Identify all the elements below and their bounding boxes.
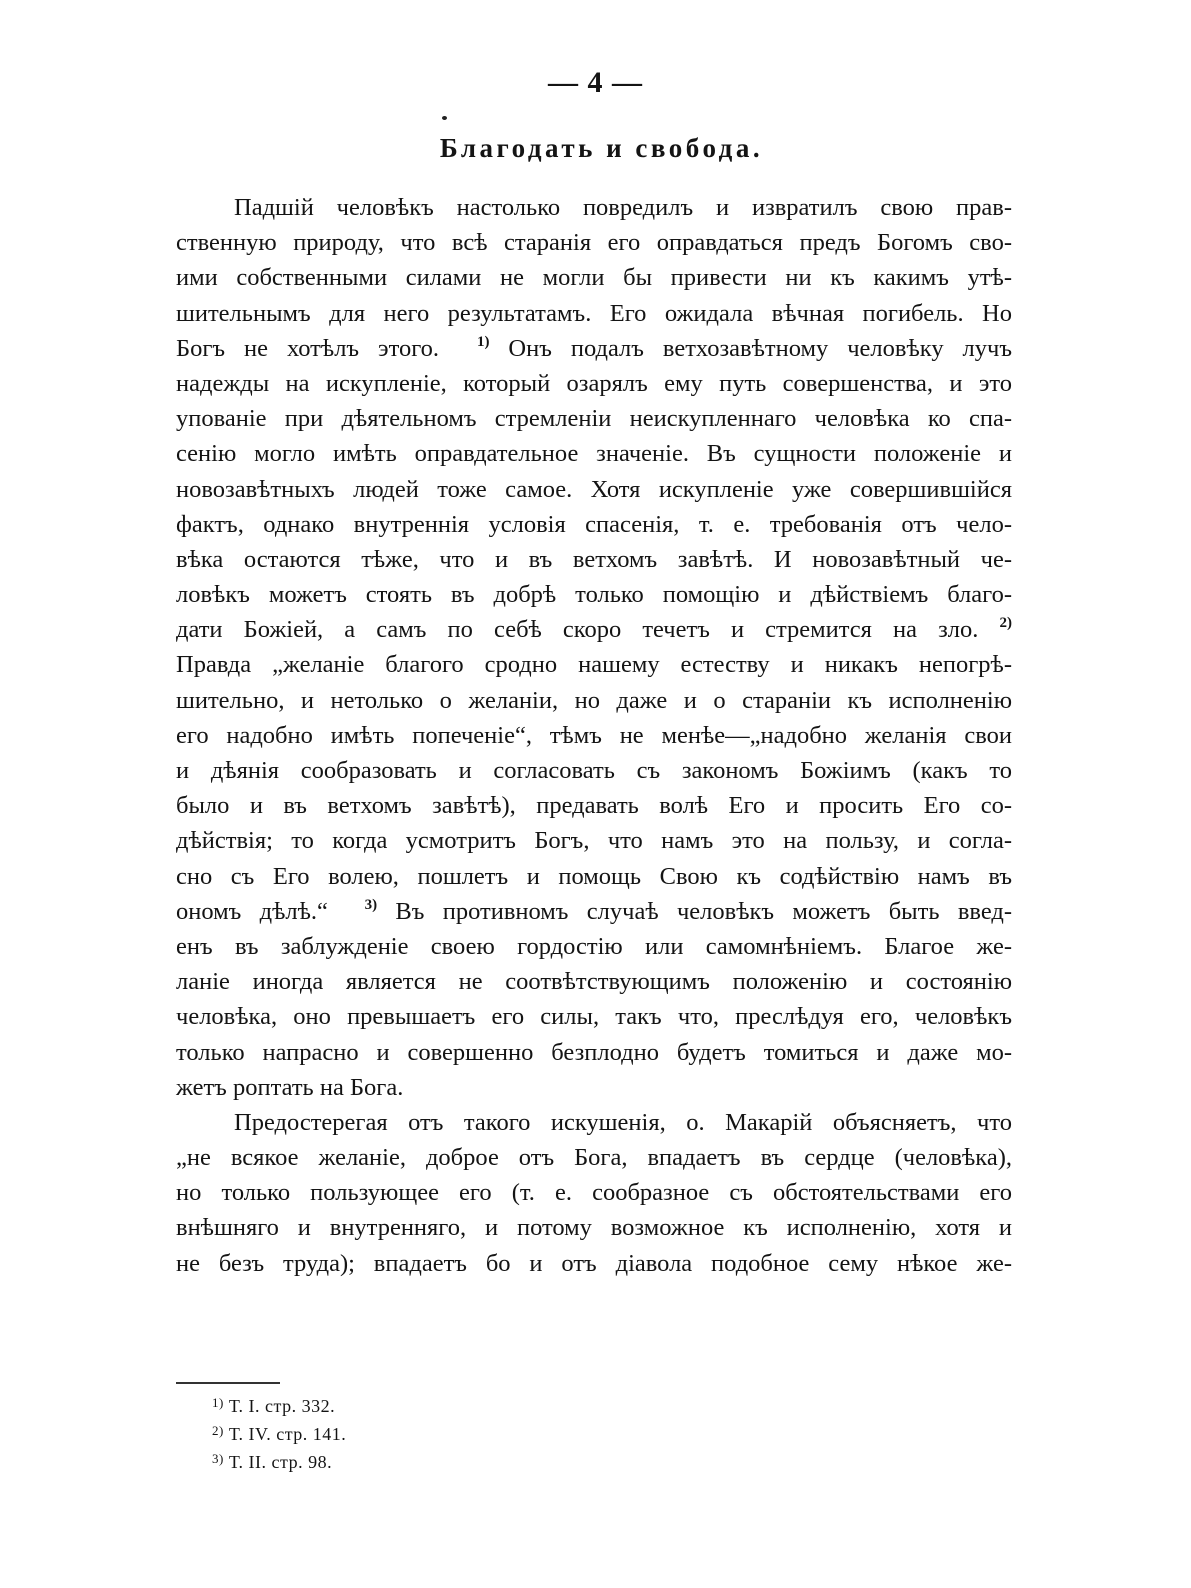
text-segment: Въ противномъ случаѣ человѣкъ можетъ быть введ-	[395, 897, 1012, 925]
footnote-divider	[176, 1382, 280, 1384]
text-segment: Богъ не хотѣлъ этого.	[176, 334, 440, 362]
ink-speck	[442, 116, 447, 120]
text-line: дѣйствія; то когда усмотритъ Богъ, что намъ это на пользу, и согла-	[176, 827, 1012, 855]
body-text	[176, 190, 1012, 1281]
text-line: шительно, и нетолько о желаніи, но даже и о стараніи къ исполненію	[176, 686, 1012, 714]
text-line	[176, 894, 1012, 929]
text-segment: Онъ подалъ ветхозавѣтному человѣку лучъ	[508, 334, 1012, 362]
text-line: сенію могло имѣть оправдательное значеніе. Въ сущности положеніе и	[176, 440, 1012, 468]
text-line: ланіе иногда является не соотвѣтствующимъ положенію и состоянію	[176, 968, 1012, 996]
text-line: ственную природу, что всѣ старанія его оправдаться предъ Богомъ сво-	[176, 229, 1012, 257]
text-line: шительнымъ для него результатамъ. Его ожидала вѣчная погибель. Но	[176, 299, 1012, 327]
section-title: Благодать и свобода.	[439, 133, 764, 163]
footnote	[212, 1420, 346, 1448]
footnote-mark: 2)	[212, 1423, 224, 1438]
footnote-ref: 1)	[476, 333, 490, 350]
text-segment: ономъ дѣлѣ.“	[176, 897, 328, 925]
text-line: Правда „желаніе благого сродно нашему естеству и никакъ непогрѣ-	[176, 651, 1012, 679]
text-line: человѣка, оно превышаетъ его силы, такъ что, преслѣдуя его, человѣкъ	[176, 1003, 1012, 1031]
text-line: надежды на искупленіе, который озарялъ ему путь совершенства, и это	[176, 369, 1012, 397]
text-line: фактъ, однако внутреннія условія спасенія, т. е. требованія отъ чело-	[176, 510, 1012, 538]
text-line: „не всякое желаніе, доброе отъ Бога, впадаетъ въ сердце (человѣка),	[176, 1144, 1012, 1172]
footnotes	[212, 1392, 346, 1476]
text-line: не безъ труда); впадаетъ бо и отъ діавола подобное сему нѣкое же-	[176, 1249, 1012, 1277]
footnote-mark: 3)	[212, 1451, 224, 1466]
text-line: было и въ ветхомъ завѣтѣ), предавать волѣ Его и просить Его со-	[176, 792, 1012, 820]
text-line: его надобно имѣть попеченіе“, тѣмъ не менѣе—„надобно желанія свои	[176, 721, 1012, 749]
text-line: ловѣкъ можетъ стоять въ добрѣ только помощію и дѣйствіемъ благо-	[176, 581, 1012, 609]
text-line: Падшій человѣкъ настолько повредилъ и извратилъ свою прав-	[234, 194, 1012, 221]
text-line: и дѣянія сообразовать и согласовать съ закономъ Божіимъ (какъ то	[176, 757, 1012, 784]
footnote-text: Т. I. стр. 332.	[228, 1396, 336, 1416]
text-line	[176, 331, 1012, 366]
text-line: упованіе при дѣятельномъ стремленіи неискупленнаго человѣка ко спа-	[176, 405, 1012, 433]
text-line: Предостерегая отъ такого искушенія, о. Макарій объясняетъ, что	[234, 1108, 1012, 1136]
text-line: жетъ роптать на Бога.	[176, 1073, 404, 1101]
text-line: вѣка остаются тѣже, что и въ ветхомъ завѣтѣ. И новозавѣтный че-	[176, 545, 1012, 573]
text-line: но только пользующее его (т. е. сообразное съ обстоятельствами его	[176, 1179, 1012, 1207]
footnote-ref: 3)	[364, 896, 378, 913]
footnote-text: Т. II. стр. 98.	[228, 1452, 333, 1472]
text-line: новозавѣтныхъ людей тоже самое. Хотя искупленіе уже совершившійся	[176, 475, 1012, 503]
footnote-ref: 2)	[999, 615, 1013, 632]
text-line: внѣшняго и внутренняго, и потому возможное къ исполненію, хотя и	[176, 1214, 1012, 1242]
text-segment: дати Божіей, а самъ по себѣ скоро течетъ и стремится на зло.	[176, 616, 979, 644]
footnote-mark: 1)	[212, 1395, 224, 1410]
text-line: только напрасно и совершенно безплодно будетъ томиться и даже мо-	[176, 1038, 1012, 1066]
text-line	[176, 612, 1012, 647]
footnote-text: Т. IV. стр. 141.	[228, 1424, 347, 1444]
text-line: сно съ Его волею, пошлетъ и помощь Свою къ содѣйствію намъ въ	[176, 862, 1012, 890]
page-number: — 4 —	[548, 66, 643, 99]
text-line: енъ въ заблужденіе своею гордостію или самомнѣніемъ. Благое же-	[176, 932, 1012, 960]
footnote	[212, 1448, 346, 1476]
footnote	[212, 1392, 346, 1420]
text-line: ими собственными силами не могли бы привести ни къ какимъ утѣ-	[176, 264, 1012, 292]
